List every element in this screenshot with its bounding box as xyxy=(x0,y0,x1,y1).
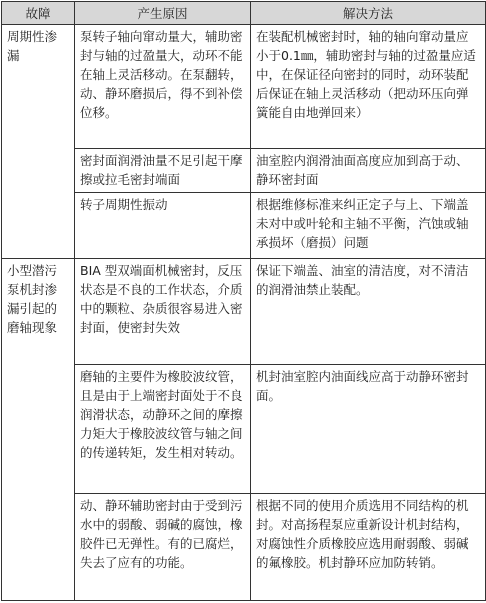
solution-cell: 油室腔内润滑油面高度应加到高于动、静环密封面 xyxy=(251,148,486,192)
header-solution: 解决方法 xyxy=(251,2,486,25)
table-row xyxy=(2,258,486,365)
cause-cell: BIA 型双端面机械密封，反压状态是不良的工作状态，介质中的颗粒、杂质很容易进入密封面，使密封失效 xyxy=(75,258,251,365)
table-row xyxy=(2,494,486,601)
cause-cell: 泵转子轴向窜动量大，辅助密封与轴的过盈量大，动环不能在轴上灵活移动。在泵翻转，动、静环磨损后，得不到补偿位移。 xyxy=(75,25,251,149)
solution-cell: 根据维修标准来纠正定子与上、下端盖未对中或叶轮和主轴不平衡，汽蚀或轴承损坏（磨损）问题 xyxy=(251,193,486,258)
table-row xyxy=(2,148,486,192)
solution-cell: 在装配机械密封时，轴的轴向窜动量应小于0.1㎜，辅助密封与轴的过盈量应适中，在保证径向密封的同时，动环装配后保证在轴上灵活移动（把动环压向弹簧能自由地弹回来） xyxy=(251,25,486,149)
header-fault: 故障 xyxy=(2,2,75,25)
solution-cell: 根据不同的使用介质选用不同结构的机封。对高扬程泵应重新设计机封结构，对腐蚀性介质橡胶应选用耐弱酸、弱碱的氟橡胶。机封静环应加防转销。 xyxy=(251,494,486,601)
cause-cell: 磨轴的主要件为橡胶波纹管，且是由于上端密封面处于不良润滑状态，动静环之间的摩擦力矩大于橡胶波纹管与轴之间的传递转矩，发生相对转动。 xyxy=(75,365,251,494)
cause-cell: 动、静环辅助密封由于受到污水中的弱酸、弱碱的腐蚀，橡胶件已无弹性。有的已腐烂，失去了应有的功能。 xyxy=(75,494,251,601)
table-row xyxy=(2,193,486,258)
table-row xyxy=(2,365,486,494)
fault-cell: 周期性渗漏 xyxy=(2,25,75,259)
cause-cell: 密封面润滑油量不足引起干摩擦或拉毛密封端面 xyxy=(75,148,251,192)
solution-cell: 机封油室腔内油面线应高于动静环密封面。 xyxy=(251,365,486,494)
cause-cell: 转子周期性振动 xyxy=(75,193,251,258)
solution-cell: 保证下端盖、油室的清洁度，对不清洁的润滑油禁止装配。 xyxy=(251,258,486,365)
table-row xyxy=(2,25,486,149)
header-row xyxy=(2,2,486,25)
fault-cell: 小型潜污泵机封渗漏引起的磨轴现象 xyxy=(2,258,75,600)
header-cause: 产生原因 xyxy=(75,2,251,25)
fault-table xyxy=(1,1,486,601)
